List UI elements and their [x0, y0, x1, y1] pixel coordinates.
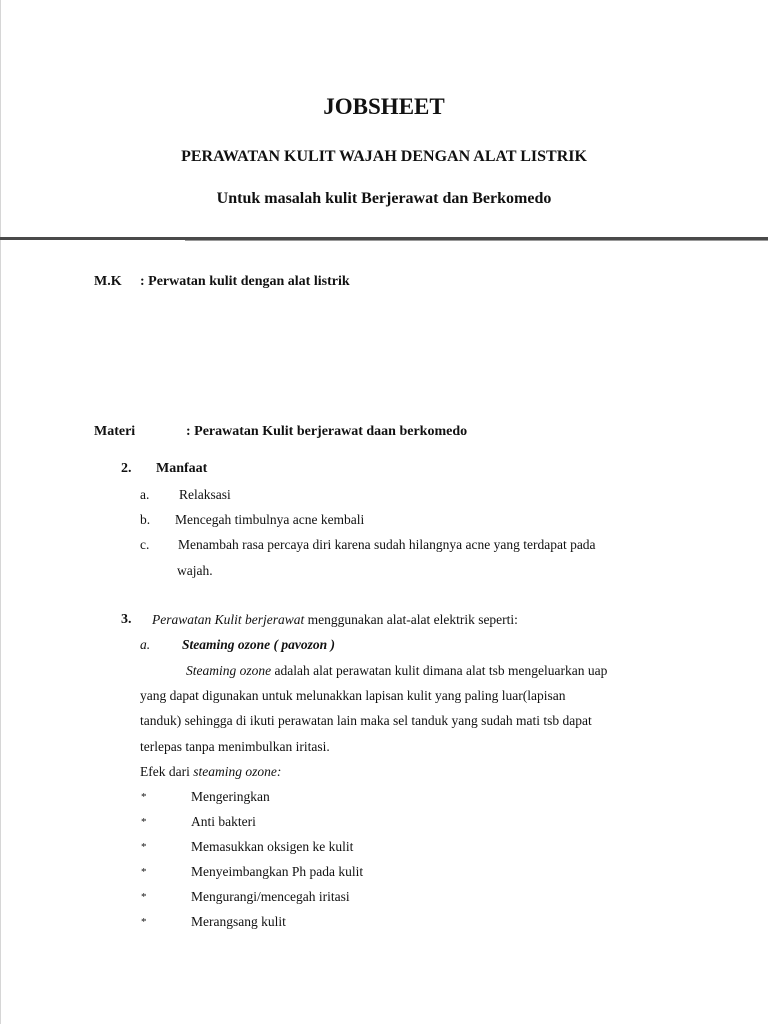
section2-number: 2.: [121, 461, 132, 476]
bullet-icon: *: [141, 891, 147, 903]
paragraph-line: yang dapat digunakan untuk melunakkan lapisan kulit yang paling luar(lapisan: [140, 688, 566, 703]
effect-item: Anti bakteri: [191, 814, 256, 829]
mk-label: M.K: [94, 274, 122, 289]
paragraph-line: terlepas tanpa menimbulkan iritasi.: [140, 739, 330, 754]
list-marker: b.: [140, 512, 151, 527]
list-marker: a.: [140, 487, 150, 502]
list-marker: c.: [140, 537, 150, 552]
list-item-continuation: wajah.: [177, 563, 213, 578]
mk-value: : Perwatan kulit dengan alat listrik: [140, 274, 350, 289]
paragraph-line: tanduk) sehingga di ikuti perawatan lain maka sel tanduk yang sudah mati tsb dapat: [140, 713, 592, 728]
bullet-icon: *: [141, 916, 147, 928]
section2-heading: Manfaat: [156, 461, 208, 476]
list-item: Relaksasi: [179, 487, 231, 502]
section3-number: 3.: [121, 612, 132, 627]
materi-value: : Perawatan Kulit berjerawat daan berkomedo: [186, 424, 468, 439]
effect-item: Mengeringkan: [191, 789, 270, 804]
effects-heading: [140, 764, 281, 780]
header-divider-shadow: [185, 240, 768, 241]
list-item: Menambah rasa percaya diri karena sudah hilangnya acne yang terdapat pada: [178, 537, 596, 552]
effect-item: Mengurangi/mencegah iritasi: [191, 889, 350, 904]
document-title: JOBSHEET: [323, 94, 445, 119]
section3-intro: [152, 612, 518, 628]
effects-italic: steaming ozone:: [193, 764, 282, 779]
document-subtitle-secondary: Untuk masalah kulit Berjerawat dan Berkomedo: [216, 190, 552, 207]
bullet-icon: *: [141, 841, 147, 853]
section3-intro-italic: Perawatan Kulit berjerawat: [152, 612, 305, 627]
effects-prefix: Efek dari: [140, 764, 194, 779]
effect-item: Menyeimbangkan Ph pada kulit: [191, 864, 364, 879]
document-subtitle: PERAWATAN KULIT WAJAH DENGAN ALAT LISTRIK: [181, 148, 587, 165]
section3-intro-rest: menggunakan alat-alat elektrik seperti:: [304, 612, 518, 627]
effect-item: Merangsang kulit: [191, 914, 286, 929]
materi-label: Materi: [94, 424, 136, 439]
bullet-icon: *: [141, 866, 147, 878]
list-item: Mencegah timbulnya acne kembali: [175, 512, 365, 527]
paragraph-italic: Steaming ozone: [186, 663, 272, 678]
sub-heading: Steaming ozone ( pavozon ): [182, 637, 336, 652]
effect-item: Memasukkan oksigen ke kulit: [191, 839, 354, 854]
sub-marker: a.: [140, 637, 151, 652]
paragraph-line-rest: adalah alat perawatan kulit dimana alat tsb mengeluarkan uap: [271, 663, 608, 678]
paragraph-line: [186, 663, 607, 679]
bullet-icon: *: [141, 816, 147, 828]
bullet-icon: *: [141, 791, 147, 803]
